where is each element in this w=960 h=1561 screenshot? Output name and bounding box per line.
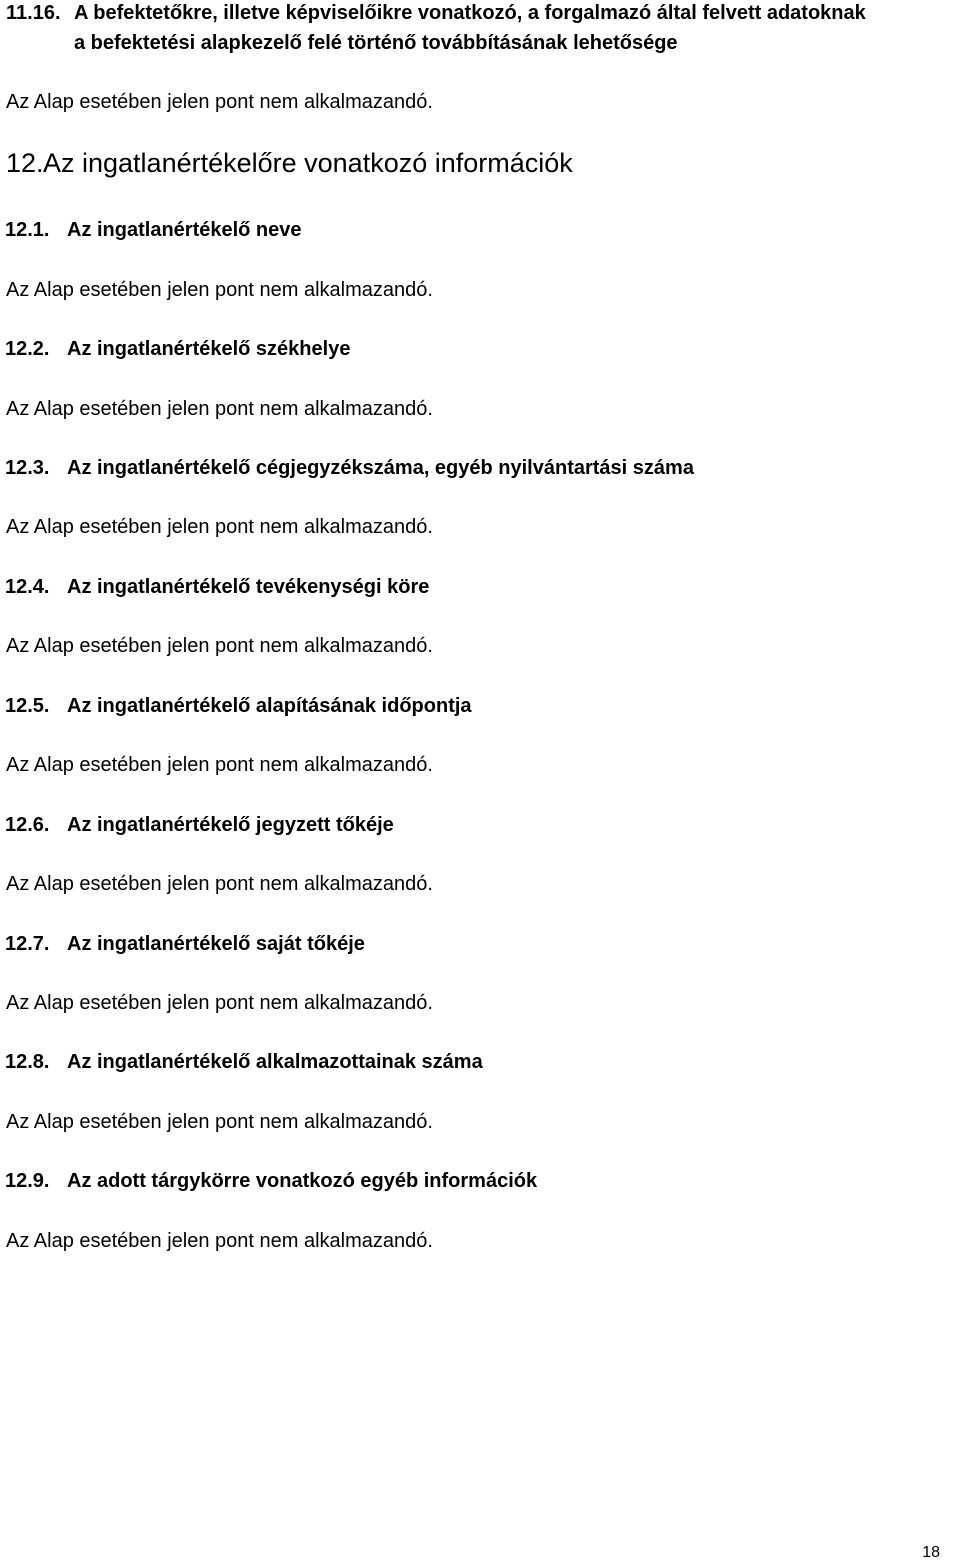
- subsection-heading: [5, 815, 394, 835]
- subsection-body: Az Alap esetében jelen pont nem alkalmazandó.: [6, 279, 433, 301]
- subsection-heading: [5, 220, 302, 240]
- subsection-body: Az Alap esetében jelen pont nem alkalmazandó.: [6, 1230, 433, 1252]
- chapter-number: 12.: [6, 148, 44, 178]
- subsection-title: Az ingatlanértékelő saját tőkéje: [67, 933, 365, 955]
- subsection-body: Az Alap esetében jelen pont nem alkalmazandó.: [6, 1111, 433, 1133]
- subsection-heading: [5, 1052, 483, 1072]
- subsection-heading: [5, 339, 350, 359]
- subsection-heading: [5, 577, 429, 597]
- subsection-number: 12.2.: [5, 338, 50, 360]
- subsection-number: 12.9.: [5, 1170, 50, 1192]
- subsection-number: 12.8.: [5, 1051, 50, 1073]
- subsection-title: Az ingatlanértékelő tevékenységi köre: [67, 576, 430, 598]
- subsection-number: 12.6.: [5, 814, 50, 836]
- subsection-body: Az Alap esetében jelen pont nem alkalmazandó.: [6, 873, 433, 895]
- section-title-line-1: A befektetőkre, illetve képviselőikre vonatkozó, a forgalmazó által felvett adatoknak: [74, 2, 866, 24]
- subsection-body: Az Alap esetében jelen pont nem alkalmazandó.: [6, 992, 433, 1014]
- section-heading-11-16-line-2: [74, 33, 678, 53]
- subsection-number: 12.5.: [5, 695, 50, 717]
- subsection-number: 12.7.: [5, 933, 50, 955]
- chapter-title: Az ingatlanértékelőre vonatkozó információk: [43, 148, 573, 178]
- subsection-number: 12.1.: [5, 219, 50, 241]
- subsection-title: Az ingatlanértékelő cégjegyzékszáma, egyéb nyilvántartási száma: [67, 457, 694, 479]
- subsection-heading: [5, 1171, 537, 1191]
- subsection-heading: [5, 934, 365, 954]
- section-number: 11.16.: [6, 2, 61, 24]
- subsection-body: Az Alap esetében jelen pont nem alkalmazandó.: [6, 398, 433, 420]
- section-heading-11-16: [6, 3, 866, 23]
- subsection-heading: [5, 696, 472, 716]
- subsection-title: Az ingatlanértékelő alapításának időpontja: [67, 695, 472, 717]
- subsection-body: Az Alap esetében jelen pont nem alkalmazandó.: [6, 635, 433, 657]
- section-body-11-16: Az Alap esetében jelen pont nem alkalmazandó.: [6, 91, 433, 113]
- subsection-title: Az ingatlanértékelő székhelye: [67, 338, 351, 360]
- subsection-body: Az Alap esetében jelen pont nem alkalmazandó.: [6, 754, 433, 776]
- subsection-number: 12.4.: [5, 576, 50, 598]
- subsection-title: Az adott tárgykörre vonatkozó egyéb információk: [67, 1170, 538, 1192]
- subsection-title: Az ingatlanértékelő neve: [67, 219, 302, 241]
- chapter-heading-12: [6, 150, 573, 177]
- subsection-heading: [5, 458, 694, 478]
- subsection-body: Az Alap esetében jelen pont nem alkalmazandó.: [6, 516, 433, 538]
- section-title-line-2: a befektetési alapkezelő felé történő továbbításának lehetősége: [74, 32, 678, 54]
- subsection-title: Az ingatlanértékelő alkalmazottainak száma: [67, 1051, 483, 1073]
- subsection-title: Az ingatlanértékelő jegyzett tőkéje: [67, 814, 394, 836]
- subsection-number: 12.3.: [5, 457, 50, 479]
- page-number: 18: [922, 1544, 940, 1561]
